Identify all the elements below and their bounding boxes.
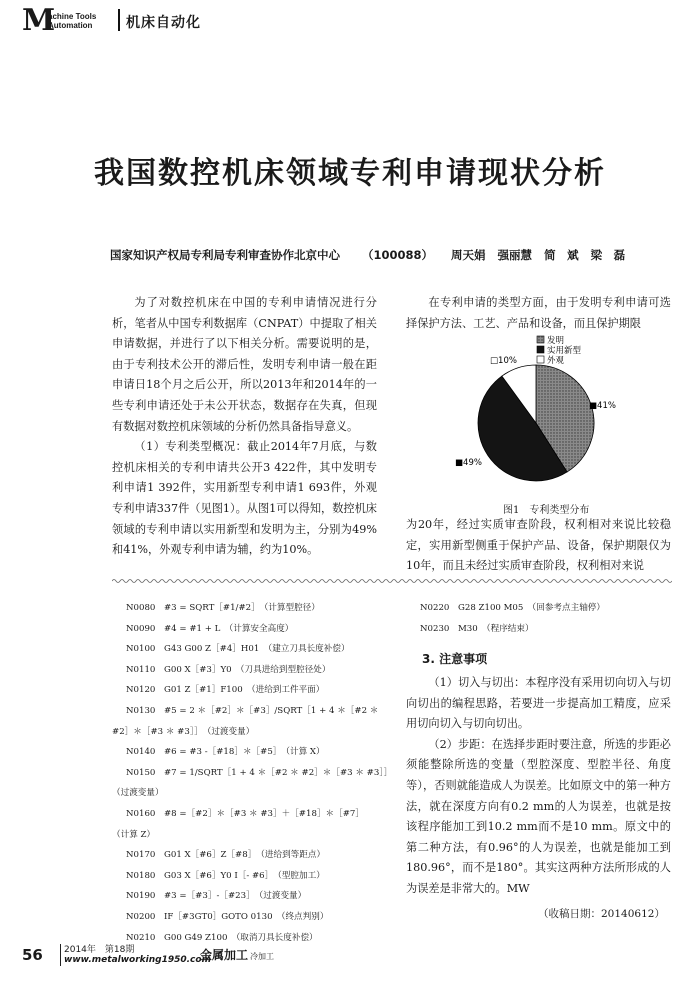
brand-name: 金属加工 — [200, 948, 249, 962]
author-name: 强丽慧 — [497, 248, 533, 262]
section-divider — [112, 578, 672, 584]
received-date: （收稿日期：20140612） — [538, 908, 665, 920]
right-column-top — [406, 293, 671, 334]
brand-subtitle: 冷加工 — [250, 952, 275, 961]
left-column — [112, 293, 377, 561]
journal-name: 机床自动化 — [126, 15, 201, 31]
legend-label-2: 外观 — [547, 356, 565, 366]
magazine-brand — [200, 946, 274, 963]
code-line: N0170 G01 X［#6］Z［#8］ （进给到等距点） — [126, 850, 326, 861]
code-line: N0150 #7 = 1/SQRT［1 + 4 ＊［#2 ＊ #2］＊［#3 ＊ #3］］ — [126, 767, 393, 778]
code-line: N0130 #5 = 2 ＊［#2］＊［#3］/SQRT［1 + 4 ＊［#2 ＊ — [126, 705, 379, 716]
code-line: N0080 #3 = SQRT［#1/#2］ （计算型腔径） — [126, 603, 320, 613]
section-heading: 3. 注意事项 — [422, 652, 488, 666]
legend-label-1: 实用新型 — [547, 346, 582, 356]
code-line: N0210 G00 G49 Z100 （取消刀具长度补偿） — [126, 932, 318, 943]
body-paragraph: 为20年，经过实质审查阶段，权利相对来说比较稳定，实用新型侧重于保护产品、设备，保护期限仅为10年，而且未经过实质审查阶段，权利相对来说 — [406, 518, 671, 573]
author-name: 周天娟 — [451, 248, 486, 262]
website-url: www.metalworking1950.com — [64, 955, 211, 965]
issue-info: 2014年 第18期 — [64, 945, 135, 955]
body-paragraph: 为了对数控机床在中国的专利申请情况进行分析，笔者从中国专利数据库（CNPAT）中提取了相关申请数据，并进行了以下相关分析。需要说明的是，由于专利技术公开的滞后性，发明专利申请一般在距申请日18个月之后公开，所以2013年和2014年的一些专利申请还处于未公开状态，数据存在失真，但现有数据对数控机床领域的分析仍然具备指导意义。 — [112, 296, 377, 433]
body-paragraph: （2）步距：在选择步距时要注意，所选的步距必须能整除所选的变量（型腔深度、型腔半径、角度等），否则就能造成人为误差。比如原文中的第一种方法，就在深度方向有0.2 mm的人为误差，也就是按该程序能加工到10.2 mm而不是10 mm。原文中的第二种方法，有0.96°的人为误差，也就是能加工到180.96°，而不是180°。其实这两种方法所形成的人为误差是非常大的。MW — [406, 737, 671, 895]
legend-swatch-2 — [537, 356, 544, 363]
code-line: N0220 G28 Z100 M05 （回参考点主轴停） — [420, 603, 605, 613]
postcode: （100088） — [362, 248, 434, 262]
author-name: 简 斌 — [544, 248, 579, 262]
author-name: 梁 磊 — [590, 248, 626, 262]
code-listing-left — [112, 598, 393, 948]
footer-divider — [60, 944, 61, 966]
journal-logo-letter: M — [22, 3, 56, 38]
code-line: N0140 #6 = #3 -［#18］＊［#5］ （计算 X） — [126, 747, 325, 758]
code-line: N0180 G03 X［#6］Y0 I［- #6］ （型腔加工） — [126, 870, 325, 881]
logo-line-2: Automation — [48, 21, 93, 30]
body-paragraph: （1）专利类型概况：截止2014年7月底，与数控机床相关的专利申请共公开3 422件，其中发明专利申请1 392件，实用新型专利申请1 693件，外观专利申请337件（见图1）。从图1可以得知，数控机床领域的专利申请以实用新型和发明为主，分别为49%和41%，外观专利申请为辅，约为10%。 — [112, 440, 377, 557]
right-column-bottom — [406, 515, 671, 577]
legend-label-0: 发明 — [547, 336, 565, 346]
code-line: （计算 Z） — [112, 829, 156, 840]
logo-line-1: achine Tools — [48, 12, 97, 21]
author-line — [110, 247, 633, 263]
section-3-body — [406, 673, 671, 900]
code-line: N0110 G00 X［#3］Y0 （刀具进给到型腔径处） — [126, 664, 331, 675]
code-line: N0160 #8 =［#2］＊［#3 ＊ #3］＋［#18］＊［#7］ — [126, 808, 364, 819]
slice-label-49: ■49% — [455, 458, 482, 468]
code-line: N0190 #3 =［#3］-［#23］ （过渡变量） — [126, 891, 307, 902]
journal-logo-text — [48, 12, 96, 30]
code-line: N0100 G43 G00 Z［#4］H01 （建立刀具长度补偿） — [126, 644, 350, 655]
pie-chart — [406, 333, 672, 498]
code-line: （过渡变量） — [112, 788, 164, 799]
code-line: N0120 G01 Z［#1］F100 （进给到工件平面） — [126, 685, 325, 696]
page-number: 56 — [22, 946, 43, 964]
article-title: 我国数控机床领域专利申请现状分析 — [94, 156, 606, 191]
code-line: N0200 IF［#3GT0］GOTO 0130 （终点判别） — [126, 911, 329, 922]
legend-swatch-1 — [537, 346, 544, 353]
code-line: N0090 #4 = #1 + L （计算安全高度） — [126, 623, 294, 634]
slice-label-41: ■41% — [589, 401, 616, 411]
code-listing-right — [406, 598, 674, 639]
affiliation: 国家知识产权局专利局专利审查协作北京中心 — [110, 248, 340, 262]
slice-label-10: □10% — [490, 356, 517, 366]
body-paragraph: （1）切入与切出：本程序没有采用切向切入与切向切出的编程思路，若要进一步提高加工精度，应采用切向切入与切向切出。 — [406, 676, 671, 731]
chart-legend — [537, 335, 582, 366]
legend-swatch-0 — [537, 336, 544, 343]
code-line: #2］＊［#3 ＊ #3］］ （过渡变量） — [112, 726, 255, 737]
body-paragraph: 在专利申请的类型方面，由于发明专利申请可选择保护方法、工艺、产品和设备，而且保护期限 — [406, 296, 671, 330]
figure-caption: 图1 专利类型分布 — [503, 505, 590, 516]
header-divider — [118, 9, 120, 31]
code-line: N0230 M30 （程序结束） — [420, 623, 534, 634]
